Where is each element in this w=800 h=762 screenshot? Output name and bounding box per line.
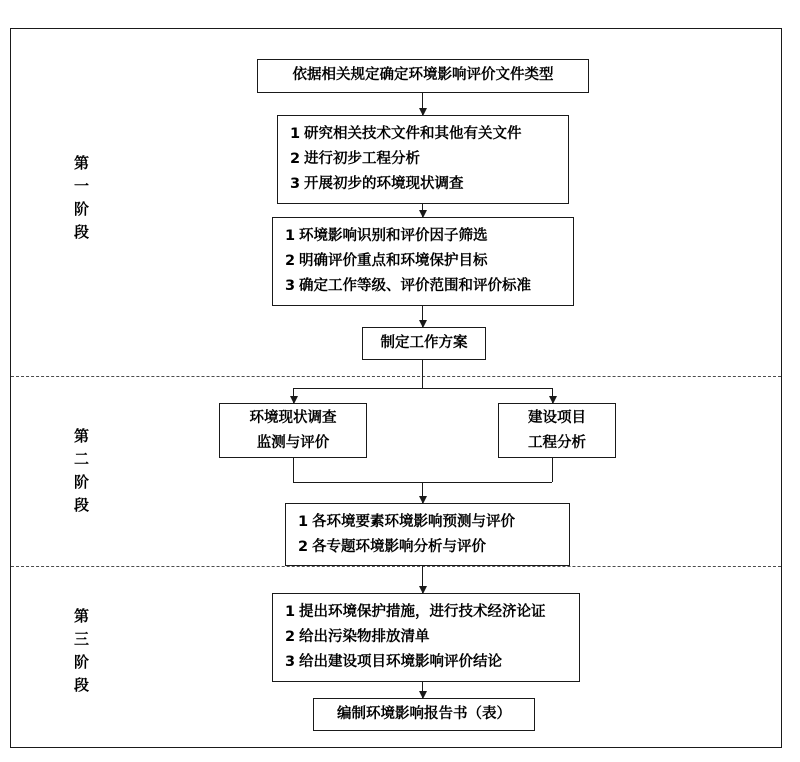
stage-two-char-4: 段 bbox=[73, 496, 90, 514]
node-protection-measures-line-1 bbox=[285, 600, 567, 625]
arrow-to-node-5 bbox=[293, 388, 294, 403]
connector-split-horizontal bbox=[293, 388, 552, 389]
item-number: 1 bbox=[298, 514, 309, 530]
node-work-plan-line-1: 制定工作方案 bbox=[380, 335, 468, 351]
stage-two-char-1: 第 bbox=[73, 427, 90, 445]
stage-label-one bbox=[42, 152, 122, 244]
stage-three-char-1: 第 bbox=[73, 607, 90, 625]
stage-three-char-2: 三 bbox=[73, 630, 90, 648]
node-preliminary-work[interactable] bbox=[277, 115, 569, 204]
node-preliminary-work-line-3 bbox=[290, 172, 556, 197]
stage-one-char-4: 段 bbox=[73, 223, 90, 241]
arrow-3-to-4 bbox=[422, 306, 423, 327]
node-protection-measures-line-2 bbox=[285, 625, 567, 650]
node-project-analysis-line-2: 工程分析 bbox=[528, 435, 586, 451]
node-protection-measures-line-3 bbox=[285, 650, 567, 675]
stage-one-char-3: 阶 bbox=[73, 200, 90, 218]
stage-three-char-4: 段 bbox=[73, 676, 90, 694]
stage-divider-2 bbox=[11, 566, 781, 567]
node-project-analysis[interactable] bbox=[498, 403, 616, 458]
item-number: 1 bbox=[290, 126, 301, 142]
node-preliminary-work-line-2 bbox=[290, 147, 556, 172]
item-number: 3 bbox=[285, 278, 296, 294]
item-text: 开展初步的环境现状调查 bbox=[304, 176, 464, 192]
arrow-1-to-2 bbox=[422, 93, 423, 115]
item-number: 1 bbox=[285, 228, 296, 244]
stage-three-char-3: 阶 bbox=[73, 653, 90, 671]
item-number: 2 bbox=[290, 151, 301, 167]
arrow-7-to-8 bbox=[422, 566, 423, 593]
node-environment-survey-line-1: 环境现状调查 bbox=[249, 410, 337, 426]
node-project-analysis-line-1: 建设项目 bbox=[528, 410, 586, 426]
item-text: 环境影响识别和评价因子筛选 bbox=[299, 228, 488, 244]
connector-4-down bbox=[422, 360, 423, 388]
stage-two-char-3: 阶 bbox=[73, 473, 90, 491]
item-number: 1 bbox=[285, 604, 296, 620]
item-text: 各专题环境影响分析与评价 bbox=[312, 539, 486, 555]
node-impact-prediction-line-1 bbox=[298, 510, 557, 535]
item-text: 各环境要素环境影响预测与评价 bbox=[312, 514, 515, 530]
stage-one-char-2: 一 bbox=[73, 177, 90, 195]
item-number: 2 bbox=[285, 253, 296, 269]
node-environment-survey-line-2: 监测与评价 bbox=[256, 435, 330, 451]
node-impact-identification[interactable] bbox=[272, 217, 574, 306]
node-impact-prediction[interactable] bbox=[285, 503, 570, 566]
item-text: 提出环境保护措施，进行技术经济论证 bbox=[299, 604, 546, 620]
stage-label-three bbox=[42, 605, 122, 697]
connector-6-down bbox=[552, 458, 553, 482]
stage-label-two bbox=[42, 425, 122, 517]
arrow-to-node-6 bbox=[552, 388, 553, 403]
node-document-type[interactable] bbox=[257, 59, 589, 93]
item-text: 确定工作等级、评价范围和评价标准 bbox=[299, 278, 531, 294]
item-number: 3 bbox=[290, 176, 301, 192]
arrow-2-to-3 bbox=[422, 204, 423, 217]
node-impact-prediction-line-2 bbox=[298, 535, 557, 560]
node-report-compilation[interactable] bbox=[313, 698, 535, 731]
node-impact-identification-line-3 bbox=[285, 274, 561, 299]
arrow-merge-to-7 bbox=[422, 482, 423, 503]
node-preliminary-work-line-1 bbox=[290, 122, 556, 147]
arrow-8-to-9 bbox=[422, 682, 423, 698]
node-impact-identification-line-2 bbox=[285, 249, 561, 274]
node-impact-identification-line-1 bbox=[285, 224, 561, 249]
item-number: 2 bbox=[298, 539, 309, 555]
connector-5-down bbox=[293, 458, 294, 482]
node-document-type-line-1: 依据相关规定确定环境影响评价文件类型 bbox=[292, 67, 554, 83]
node-report-compilation-line-1: 编制环境影响报告书（表） bbox=[337, 706, 511, 722]
item-text: 明确评价重点和环境保护目标 bbox=[299, 253, 488, 269]
item-text: 进行初步工程分析 bbox=[304, 151, 420, 167]
item-number: 2 bbox=[285, 629, 296, 645]
item-text: 给出污染物排放清单 bbox=[299, 629, 430, 645]
node-protection-measures[interactable] bbox=[272, 593, 580, 682]
item-number: 3 bbox=[285, 654, 296, 670]
item-text: 给出建设项目环境影响评价结论 bbox=[299, 654, 502, 670]
stage-two-char-2: 二 bbox=[73, 450, 90, 468]
stage-divider-1 bbox=[11, 376, 781, 377]
item-text: 研究相关技术文件和其他有关文件 bbox=[304, 126, 522, 142]
node-environment-survey[interactable] bbox=[219, 403, 367, 458]
node-work-plan[interactable] bbox=[362, 327, 486, 360]
stage-one-char-1: 第 bbox=[73, 154, 90, 172]
